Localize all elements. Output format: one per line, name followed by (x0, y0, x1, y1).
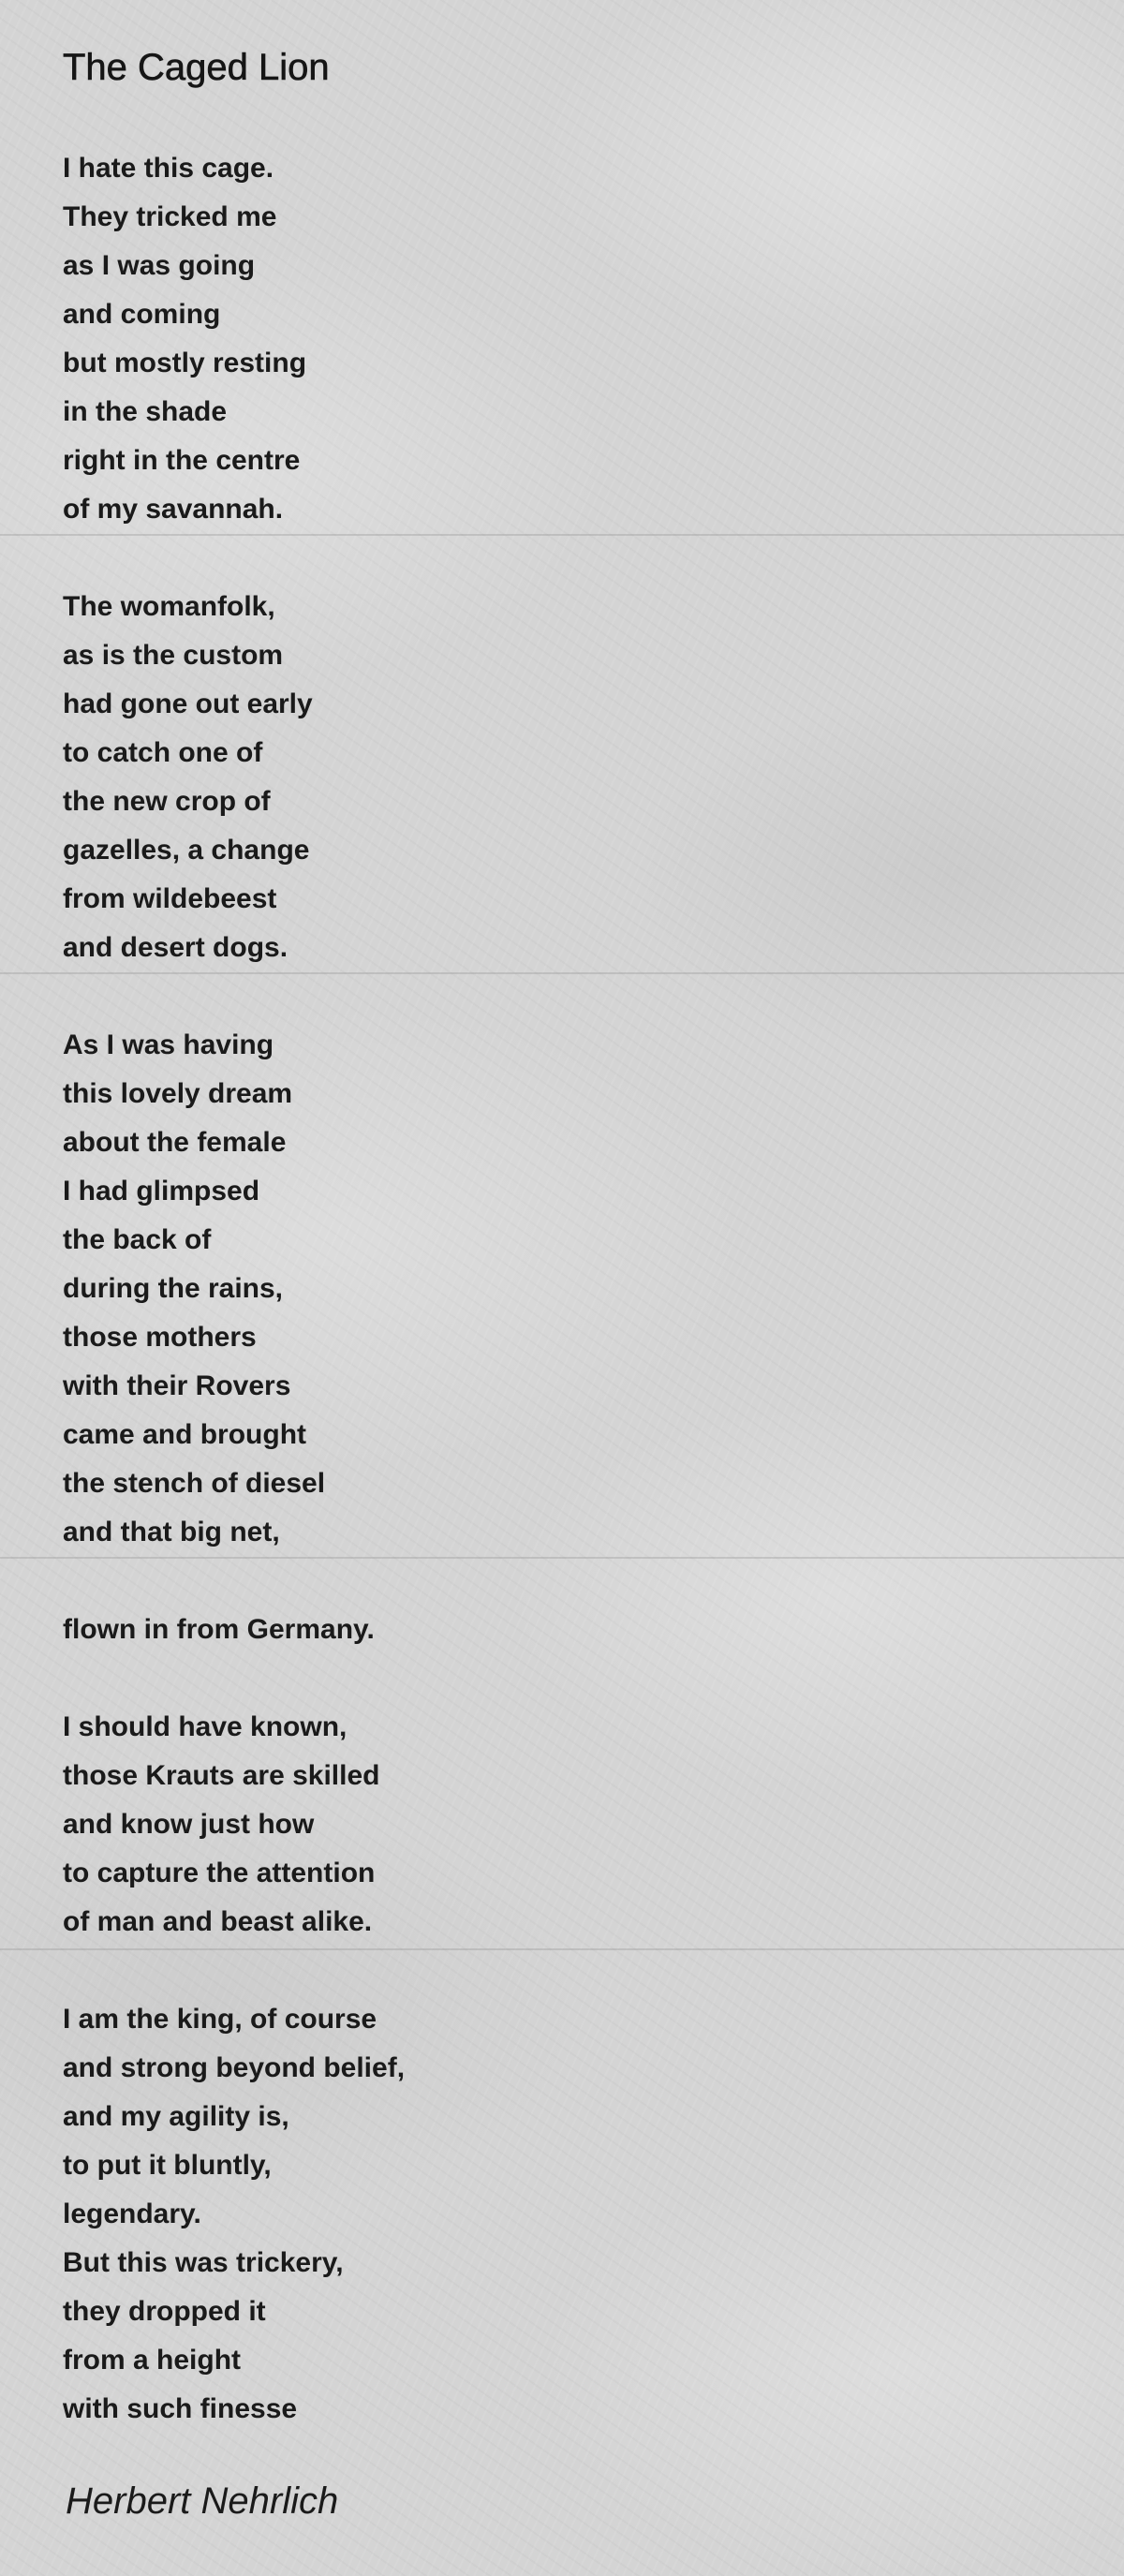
poem-line: As I was having (63, 1029, 274, 1060)
poem-line: with their Rovers (63, 1370, 291, 1401)
poem-line: and know just how (63, 1809, 315, 1840)
poem-line: But this was trickery, (63, 2247, 344, 2278)
poem-line: to catch one of (63, 737, 263, 768)
poem-line: the back of (63, 1224, 212, 1255)
poem-line: about the female (63, 1127, 287, 1158)
poem-line: those Krauts are skilled (63, 1760, 380, 1791)
poem-line: I had glimpsed (63, 1176, 260, 1207)
stanza-break (63, 1947, 405, 1995)
poem-line: and coming (63, 299, 221, 330)
poem-line: to capture the attention (63, 1858, 376, 1888)
poem-line: they dropped it (63, 2296, 266, 2327)
poem-line: came and brought (63, 1419, 307, 1450)
poem-author: Herbert Nehrlich (66, 2480, 339, 2522)
poem-line: as is the custom (63, 640, 284, 671)
poem-line: but mostly resting (63, 348, 307, 378)
poem-line: as I was going (63, 250, 256, 281)
poem-line: and that big net, (63, 1517, 280, 1547)
poem-line: I should have known, (63, 1711, 348, 1742)
poem-line: during the rains, (63, 1273, 284, 1304)
poem-line: and desert dogs. (63, 932, 288, 963)
poem-line: of man and beast alike. (63, 1906, 373, 1937)
poem-line: from a height (63, 2345, 242, 2376)
poem-body (63, 144, 405, 2434)
stanza-break (63, 1557, 405, 1606)
poem-line: and strong beyond belief, (63, 2052, 406, 2083)
poem-line: I hate this cage. (63, 153, 274, 184)
poem-line: They tricked me (63, 201, 277, 232)
poem-line: had gone out early (63, 688, 313, 719)
poem-line: this lovely dream (63, 1078, 293, 1109)
poem-line: the new crop of (63, 786, 271, 817)
stanza-break (63, 1654, 405, 1703)
poem-line: the stench of diesel (63, 1468, 326, 1499)
poem-line: of my savannah. (63, 494, 284, 525)
stanza-break (63, 534, 405, 583)
poem-line: I am the king, of course (63, 2004, 377, 2035)
poem-line: from wildebeest (63, 883, 277, 914)
poem-line: in the shade (63, 396, 228, 427)
poem-line: right in the centre (63, 445, 301, 476)
poem-line: gazelles, a change (63, 835, 310, 866)
poem-line: to put it bluntly, (63, 2150, 272, 2181)
poem-line: those mothers (63, 1322, 257, 1353)
poem-line: flown in from Germany. (63, 1614, 375, 1645)
poem-line: legendary. (63, 2198, 201, 2229)
poem-line: with such finesse (63, 2393, 298, 2424)
stanza-break (63, 972, 405, 1021)
poem-line: The womanfolk, (63, 591, 275, 622)
poem-line: and my agility is, (63, 2101, 289, 2132)
poem-title: The Caged Lion (63, 47, 330, 88)
